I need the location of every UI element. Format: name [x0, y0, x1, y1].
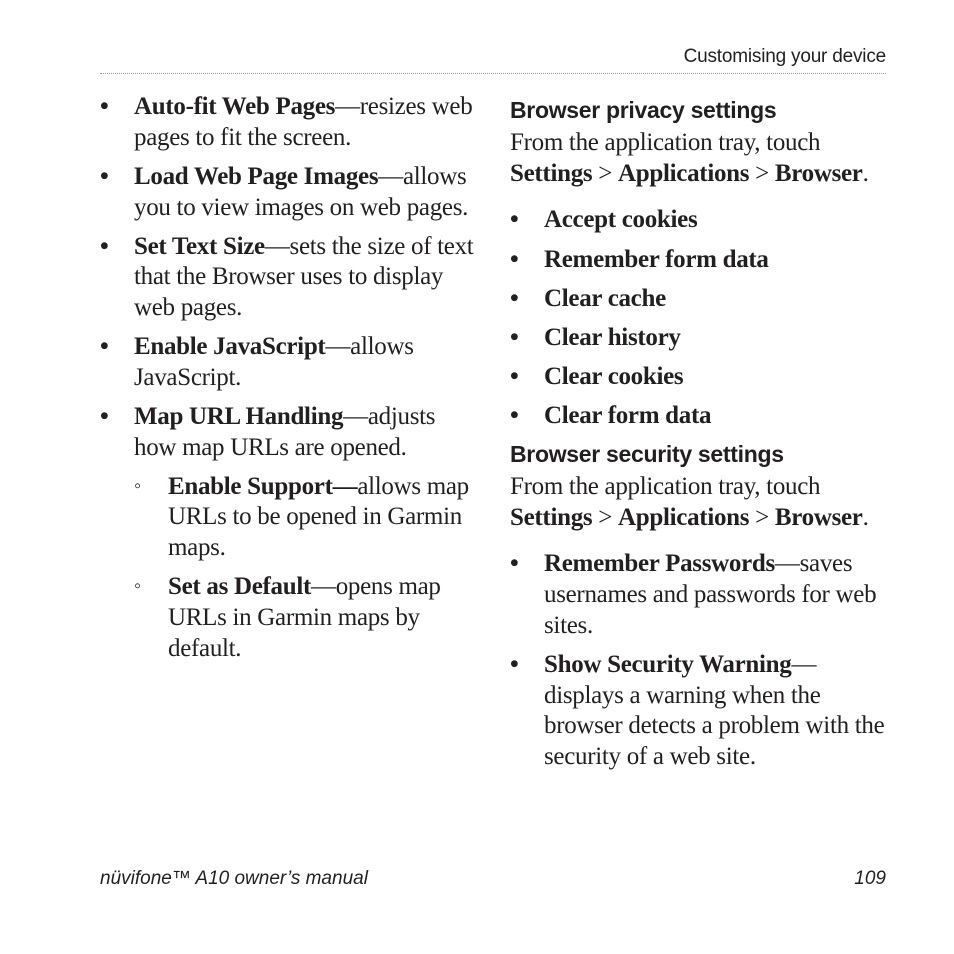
option-term: Clear cookies — [544, 362, 684, 390]
option-description: —resizes web pages to fit the screen. — [134, 93, 473, 151]
bullet-icon: • — [510, 323, 519, 351]
option-description: —displays a warning when the browser detects a problem with the security of a web site. — [544, 650, 885, 770]
bullet-icon: • — [510, 284, 519, 312]
path-separator: > — [592, 159, 619, 187]
option-term: Load Web Page Images — [134, 162, 379, 190]
security-item-show-warning — [510, 650, 890, 773]
path-browser: Browser — [774, 503, 863, 531]
running-header: Customising your device — [683, 46, 886, 67]
privacy-item-clear-cookies — [510, 362, 890, 393]
option-description: allows map URLs to be opened in Garmin maps. — [168, 472, 469, 562]
bullet-icon: • — [100, 333, 109, 361]
path-applications: Applications — [618, 159, 750, 187]
option-description: —allows you to view images on web pages. — [134, 162, 469, 221]
option-term: Accept cookies — [544, 206, 698, 234]
bullet-icon: • — [100, 93, 109, 120]
option-term: Enable Support— — [168, 472, 358, 500]
security-options-list — [510, 549, 890, 772]
intro-text: From the application tray, touch — [510, 472, 821, 500]
option-term: Set as Default — [168, 573, 312, 601]
list-item-map-url — [100, 402, 480, 463]
sub-item-set-default — [100, 572, 480, 664]
privacy-intro — [510, 128, 890, 189]
browser-options-list — [100, 92, 480, 463]
security-item-remember-passwords — [510, 549, 890, 641]
option-description: —adjusts how map URLs are opened. — [134, 402, 436, 461]
path-settings: Settings — [510, 503, 593, 531]
list-item-auto-fit — [100, 92, 480, 153]
bullet-icon: • — [510, 245, 519, 273]
option-term: Show Security Warning — [544, 650, 792, 678]
bullet-icon: • — [510, 206, 519, 234]
right-column — [510, 92, 890, 781]
privacy-item-clear-history — [510, 323, 890, 354]
path-period: . — [862, 159, 869, 187]
bullet-icon: • — [100, 402, 109, 430]
security-intro — [510, 472, 890, 533]
privacy-options-list — [510, 205, 890, 431]
option-description: —sets the size of text that the Browser uses to display web pages. — [134, 232, 474, 321]
path-browser: Browser — [774, 159, 863, 187]
path-settings: Settings — [510, 159, 593, 187]
sub-bullet-icon: ◦ — [134, 474, 141, 497]
header-divider — [100, 73, 886, 74]
option-description: —opens map URLs in Garmin maps by default. — [168, 573, 441, 662]
bullet-icon: • — [510, 401, 519, 429]
list-item-javascript — [100, 332, 480, 393]
option-term: Remember form data — [544, 245, 769, 273]
option-description: —saves usernames and passwords for web sites. — [544, 550, 877, 639]
bullet-icon: • — [510, 650, 519, 678]
sub-item-enable-support — [100, 472, 480, 564]
path-period: . — [862, 503, 869, 531]
option-description: —allows JavaScript. — [134, 333, 414, 391]
bullet-icon: • — [100, 232, 109, 260]
privacy-item-clear-cache — [510, 284, 890, 315]
option-term: Remember Passwords — [544, 550, 775, 578]
left-column — [100, 92, 480, 673]
path-separator: > — [592, 503, 619, 531]
privacy-heading: Browser privacy settings — [510, 97, 777, 123]
sub-bullet-icon: ◦ — [134, 575, 141, 598]
privacy-item-remember-form — [510, 245, 890, 276]
list-item-load-images — [100, 162, 480, 223]
option-term: Clear form data — [544, 401, 712, 429]
option-term: Clear cache — [544, 284, 666, 312]
option-term: Auto-fit Web Pages — [134, 93, 336, 120]
option-term: Map URL Handling — [134, 402, 344, 430]
path-separator: > — [749, 503, 775, 531]
intro-text: From the application tray, touch — [510, 129, 821, 156]
map-url-sub-options — [100, 472, 480, 665]
path-separator: > — [749, 159, 775, 187]
page-number: 109 — [854, 868, 886, 889]
path-applications: Applications — [618, 503, 750, 531]
bullet-icon: • — [100, 162, 109, 190]
list-item-text-size — [100, 232, 480, 324]
privacy-item-clear-form — [510, 401, 890, 432]
footer-manual-title: nüvifone™ A10 owner’s manual — [100, 868, 368, 889]
option-term: Enable JavaScript — [134, 333, 326, 361]
option-term: Clear history — [544, 323, 681, 351]
privacy-item-accept-cookies — [510, 205, 890, 236]
option-term: Set Text Size — [134, 232, 265, 260]
security-heading: Browser security settings — [510, 440, 784, 467]
bullet-icon: • — [510, 362, 519, 390]
bullet-icon: • — [510, 550, 519, 578]
